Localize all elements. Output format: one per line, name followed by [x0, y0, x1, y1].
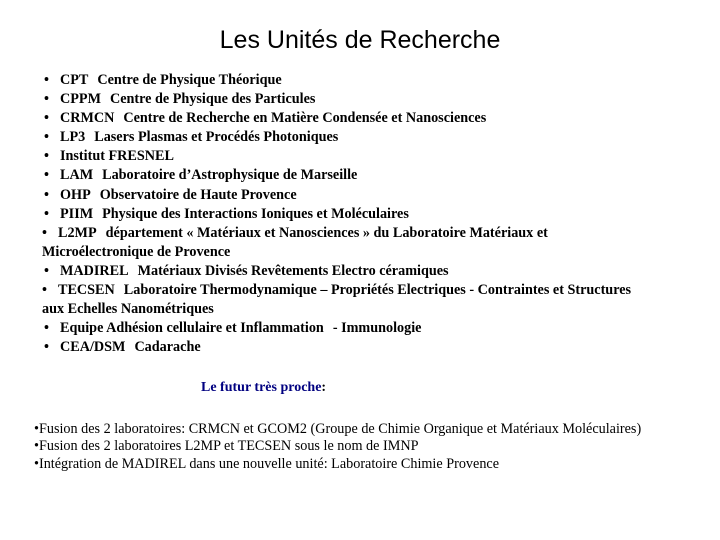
- list-item: •Fusion des 2 laboratoires L2MP et TECSEN sous le nom de IMNP: [34, 438, 419, 455]
- list-item: •Intégration de MADIREL dans une nouvelle unité: Laboratoire Chimie Provence: [34, 455, 500, 472]
- list-item: • CRMCN Centre de Recherche en Matière Condensée et Nanosciences: [44, 110, 487, 127]
- list-item: •Fusion des 2 laboratoires: CRMCN et GCOM2 (Groupe de Chimie Organique et Matériaux Moléculaires): [34, 421, 642, 437]
- list-item: • OHP Observatoire de Haute Provence: [44, 186, 297, 203]
- research-units-list: [44, 71, 644, 357]
- list-item: • PIIM Physique des Interactions Ioniques et Moléculaires: [44, 205, 409, 222]
- list-item: • L2MP département « Matériaux et Nanosciences » du Laboratoire Matériaux et Microélectronique de Provence: [42, 224, 548, 260]
- page-title: Les Unités de Recherche: [219, 26, 501, 54]
- list-item: • LAM Laboratoire d’Astrophysique de Marseille: [44, 167, 358, 184]
- list-item: • TECSEN Laboratoire Thermodynamique – Propriétés Electriques - Contraintes et Structures aux Echelles Nanométriques: [42, 282, 632, 318]
- list-item: • LP3 Lasers Plasmas et Procédés Photoniques: [44, 129, 339, 146]
- future-list: [34, 421, 644, 473]
- future-heading: Le futur très proche:: [201, 380, 327, 395]
- list-item: • MADIREL Matériaux Divisés Revêtements Electro céramiques: [44, 262, 449, 279]
- list-item: • CPT Centre de Physique Théorique: [44, 72, 282, 88]
- list-item: • Equipe Adhésion cellulaire et Inflammation - Immunologie: [44, 320, 422, 337]
- list-item: • CPPM Centre de Physique des Particules: [44, 91, 316, 108]
- list-item: • CEA/DSM Cadarache: [44, 339, 201, 356]
- list-item: • Institut FRESNEL: [44, 148, 174, 165]
